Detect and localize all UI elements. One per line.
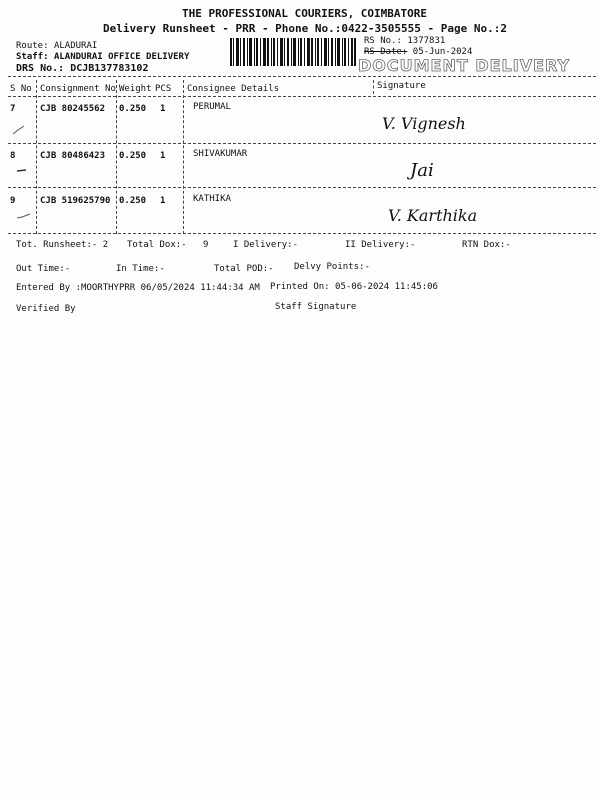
staff-label: Staff: [16, 52, 49, 62]
row-weight: 0.250 [119, 104, 147, 114]
in-time: In Time:- [116, 264, 165, 274]
row-pcs: 1 [160, 151, 166, 161]
row-consignee: PERUMAL [193, 102, 231, 112]
row-consignment: CJB 80245562 [40, 104, 106, 114]
col-divider-2 [116, 80, 117, 234]
drs-label: DRS No.: [16, 63, 65, 74]
i-delivery: I Delivery:- [233, 240, 299, 250]
route-line [16, 41, 97, 51]
runsheet-subtitle: Delivery Runsheet - PRR - Phone No.:0422-3505555 - Page No.:2 [103, 22, 507, 35]
row-weight: 0.250 [119, 196, 147, 206]
row-consignment: CJB 80486423 [40, 151, 106, 161]
total-pod: Total POD:- [214, 264, 274, 274]
out-time: Out Time:- [16, 264, 71, 274]
pen-mark-icon [16, 167, 28, 173]
total-dox-value: 9 [203, 240, 209, 250]
drs-value: DCJB137783102 [70, 63, 149, 74]
printed-on: Printed On: 05-06-2024 11:45:06 [270, 282, 438, 292]
rs-date-value: 05-Jun-2024 [412, 47, 473, 57]
barcode-image [230, 38, 356, 66]
col-header-signature: Signature [377, 81, 426, 91]
row-consignee: SHIVAKUMAR [193, 149, 248, 159]
pen-mark-icon [16, 212, 32, 220]
row-consignee: KATHIKA [193, 194, 231, 204]
col-header-weight: Weight [119, 84, 152, 94]
table-header-rule [8, 96, 596, 97]
row-signature: V. Vignesh [382, 114, 466, 133]
rs-date-label: RS Date: [364, 47, 408, 57]
drs-line [16, 63, 148, 74]
rtn-dox: RTN Dox:- [462, 240, 511, 250]
col-header-consignee: Consignee Details [187, 84, 280, 94]
col-divider-4 [373, 80, 374, 94]
row-consignment: CJB 519625790 [40, 196, 111, 206]
col-divider-3 [183, 80, 184, 234]
row-signature: Jai [410, 160, 434, 181]
tot-runsheet: Tot. Runsheet:- 2 [16, 240, 109, 250]
table-top-rule [8, 76, 596, 77]
pen-mark-icon [12, 125, 26, 135]
row-pcs: 1 [160, 196, 166, 206]
company-title: THE PROFESSIONAL COURIERS, COIMBATORE [182, 7, 428, 20]
col-header-pcs: PCS [155, 84, 172, 94]
total-dox-label: Total Dox:- [127, 240, 187, 250]
staff-signature: Staff Signature [275, 302, 357, 312]
document-delivery-stamp: DOCUMENT DELIVERY [358, 56, 571, 75]
row-divider [8, 187, 596, 188]
delvy-points: Delvy Points:- [294, 262, 370, 272]
row-sno: 7 [10, 104, 16, 114]
ii-delivery: II Delivery:- [345, 240, 416, 250]
rs-no-value: 1377831 [407, 36, 446, 46]
table-bottom-rule [8, 233, 596, 234]
staff-value: ALANDURAI OFFICE DELIVERY [53, 52, 190, 62]
verified-by: Verified By [16, 304, 76, 314]
row-divider [8, 143, 596, 144]
rs-no-line [364, 36, 445, 46]
col-divider-1 [36, 80, 37, 234]
row-weight: 0.250 [119, 151, 147, 161]
staff-line [16, 52, 189, 62]
col-header-consignment: Consignment No [40, 84, 116, 94]
col-header-sno: S No [10, 84, 32, 94]
row-sno: 9 [10, 196, 16, 206]
entered-by: Entered By :MOORTHYPRR 06/05/2024 11:44:34 AM [16, 283, 260, 293]
row-sno: 8 [10, 151, 16, 161]
rs-no-label: RS No.: [364, 36, 402, 46]
row-pcs: 1 [160, 104, 166, 114]
row-signature: V. Karthika [388, 206, 478, 225]
route-label: Route: [16, 41, 49, 51]
route-value: ALADURAI [53, 41, 98, 51]
